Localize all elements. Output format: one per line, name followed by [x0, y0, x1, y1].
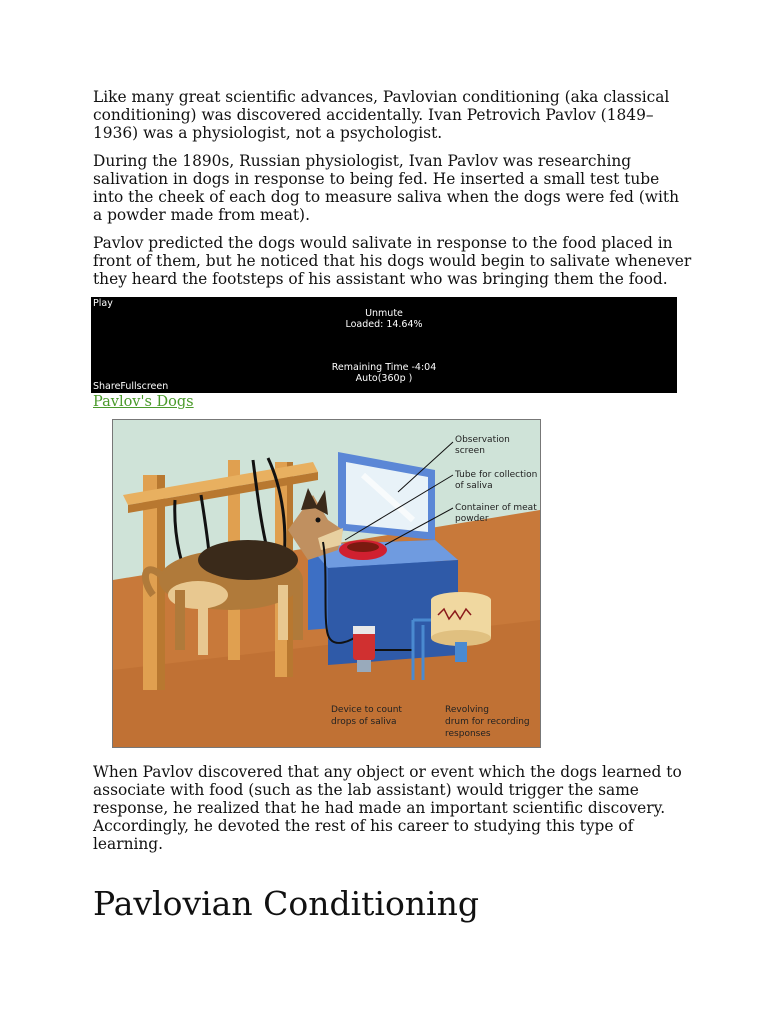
apparatus-drawing [113, 420, 540, 747]
section-heading: Pavlovian Conditioning [93, 884, 479, 923]
video-status-bottom [91, 362, 677, 384]
pavlov-apparatus-illustration [112, 419, 541, 748]
label-device-2: drops of saliva [331, 717, 397, 727]
label-tube-2: of saliva [455, 481, 493, 491]
remaining-time: Remaining Time -4:04 [331, 362, 437, 373]
label-container-2: powder [455, 514, 489, 524]
quality-selector[interactable]: Auto(360p ) [355, 373, 413, 384]
salivation-paragraph: During the 1890s, Russian physiologist, Ivan Pavlov was researching salivation in dogs in response to being fed. He inserted a small test tube into the cheek of each dog to measure saliva when the dogs were fed (with a powder made from meat). [93, 152, 679, 224]
unmute-button[interactable]: Unmute [365, 308, 403, 319]
pavlovs-dogs-link[interactable]: Pavlov's Dogs [93, 394, 194, 410]
label-observation-2: screen [455, 446, 485, 456]
label-drum-3: responses [445, 729, 491, 739]
video-player[interactable] [91, 297, 677, 393]
label-device-1: Device to count [331, 705, 402, 715]
label-observation-1: Observation [455, 435, 510, 445]
label-tube-1: Tube for collection [455, 470, 538, 480]
discovery-paragraph: When Pavlov discovered that any object or event which the dogs learned to associate with food (such as the lab assistant) would trigger the same response, he realized that he had made an important scientific discovery. Accordingly, he devoted the rest of his career to studying this type of learning. [93, 763, 682, 853]
play-button[interactable]: Play [93, 298, 113, 309]
prediction-paragraph: Pavlov predicted the dogs would salivate in response to the food placed in front of them, but he noticed that his dogs would begin to salivate whenever they heard the footsteps of his assistant who was bringing them the food. [93, 234, 692, 288]
loaded-status: Loaded: 14.64% [345, 319, 423, 330]
video-status-top [91, 308, 677, 330]
label-drum-2: drum for recording [445, 717, 530, 727]
label-container-1: Container of meat [455, 503, 537, 513]
intro-paragraph: Like many great scientific advances, Pavlovian conditioning (aka classical conditioning) was discovered accidentally. Ivan Petrovich Pavlov (1849–1936) was a physiologist, not a psychologist. [93, 88, 670, 142]
label-drum-1: Revolving [445, 705, 489, 715]
share-fullscreen-buttons[interactable]: ShareFullscreen [93, 381, 169, 392]
